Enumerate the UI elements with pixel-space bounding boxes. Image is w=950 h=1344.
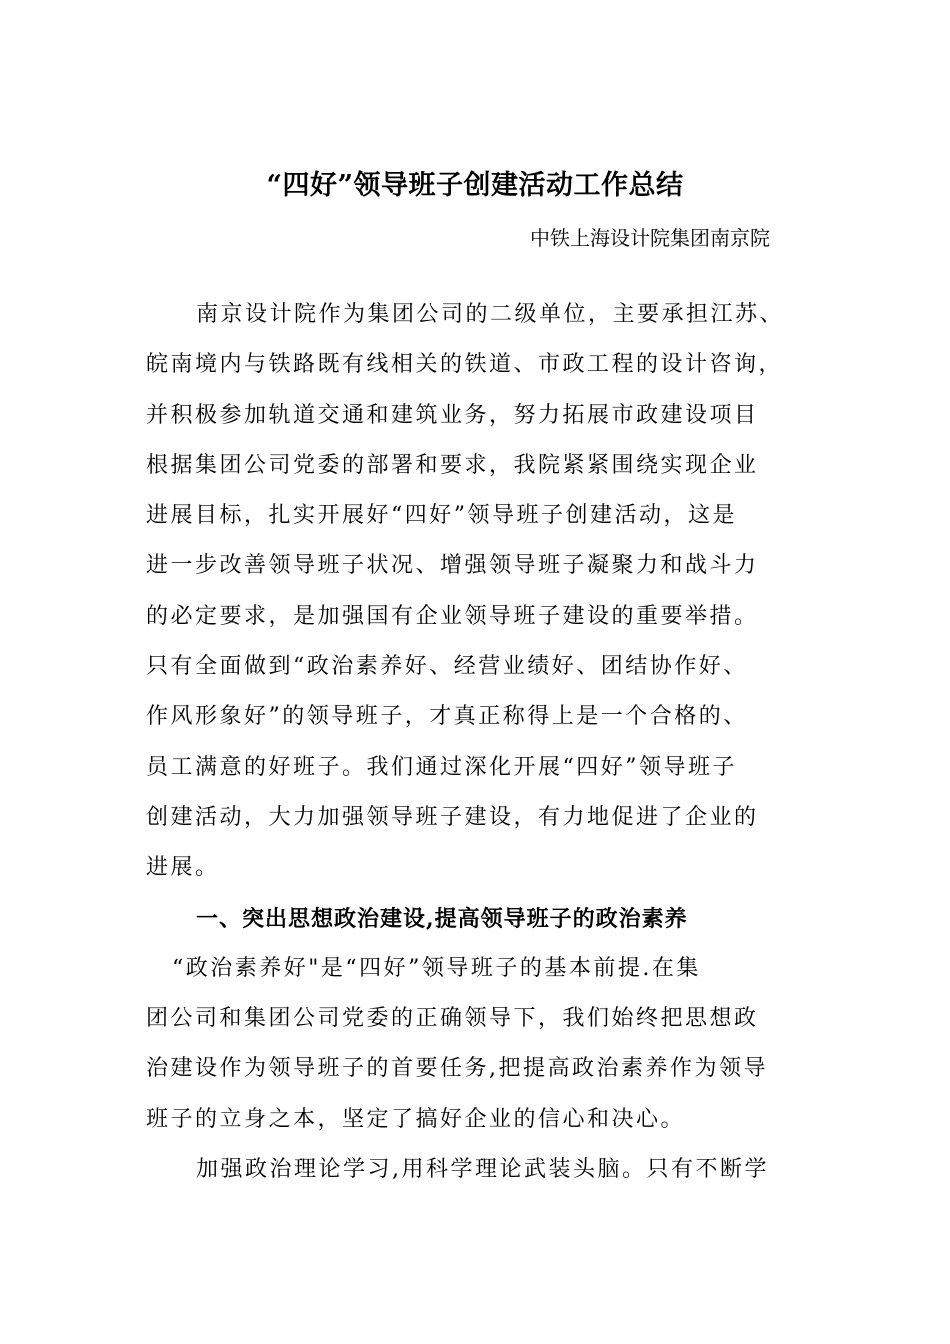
paragraph-line: 的必定要求，是加强国有企业领导班子建设的重要举措。	[146, 603, 759, 629]
paragraph-theory	[146, 1145, 806, 1195]
paragraph-line: 进展。	[146, 855, 220, 881]
section-heading: 一、突出思想政治建设,提高领导班子的政治素养	[196, 905, 688, 932]
paragraph-line: 南京设计院作为集团公司的二级单位，主要承担江苏、	[196, 302, 785, 327]
paragraph-line: 团公司和集团公司党委的正确领导下，我们始终把思想政	[146, 1006, 759, 1032]
document-title: “四好”领导班子创建活动工作总结	[266, 170, 684, 201]
paragraph-line: 进展目标，扎实开展好“四好”领导班子创建活动，这是	[146, 503, 737, 529]
paragraph-line: 只有全面做到“政治素养好、经营业绩好、团结协作好、	[146, 654, 748, 680]
paragraph-line: 治建设作为领导班子的首要任务,把提高政治素养作为领导	[146, 1056, 768, 1082]
paragraph-line: 进一步改善领导班子状况、增强领导班子凝聚力和战斗力	[146, 553, 759, 579]
document-body	[146, 290, 806, 1195]
paragraph-line: 员工满意的好班子。我们通过深化开展“四好”领导班子	[146, 754, 737, 780]
paragraph-line: 皖南境内与铁路既有线相关的铁道、市政工程的设计咨询，	[146, 352, 784, 378]
paragraph-political	[146, 944, 806, 1145]
paragraph-line: 根据集团公司党委的部署和要求，我院紧紧围绕实现企业	[146, 452, 759, 478]
paragraph-line: “政治素养好"是“四好”领导班子的基本前提.在集	[172, 955, 701, 981]
paragraph-line: 并积极参加轨道交通和建筑业务，努力拓展市政建设项目	[146, 402, 759, 428]
paragraph-line: 班子的立身之本，坚定了搞好企业的信心和决心。	[146, 1106, 686, 1132]
paragraph-line: 创建活动，大力加强领导班子建设，有力地促进了企业的	[146, 804, 759, 830]
paragraph-line: 作风形象好”的领导班子，才真正称得上是一个合格的、	[146, 704, 748, 730]
paragraph-intro	[146, 290, 806, 894]
paragraph-line: 加强政治理论学习,用科学理论武装头脑。只有不断学	[196, 1157, 769, 1183]
document-organization: 中铁上海设计院集团南京院	[530, 226, 770, 250]
